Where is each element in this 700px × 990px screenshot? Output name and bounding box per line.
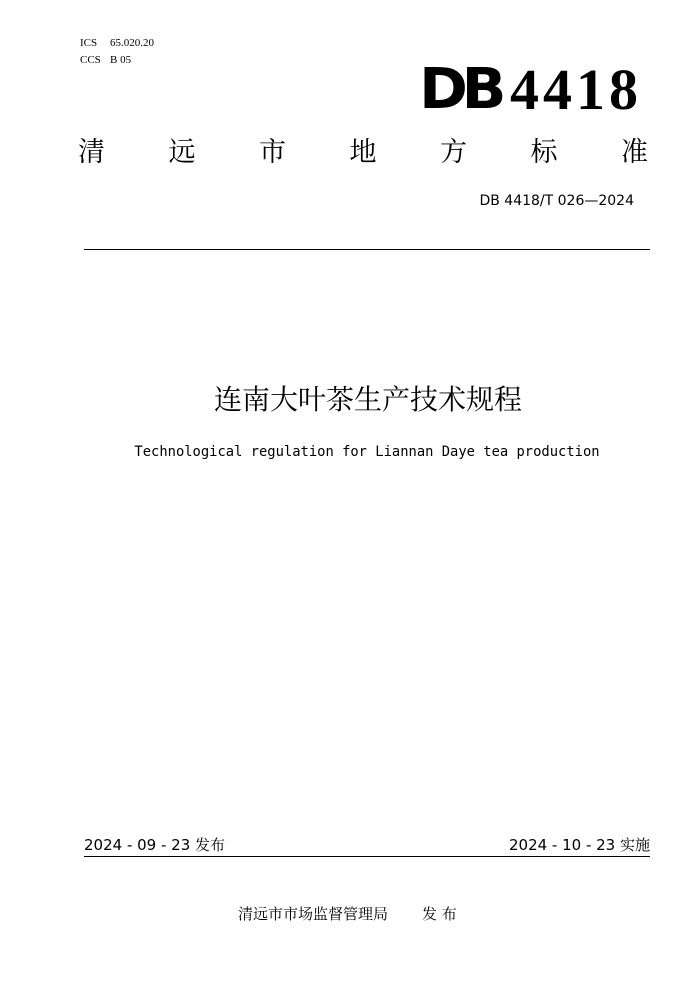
- db-standard-logo: [418, 56, 642, 122]
- db-logo-letters: DB: [418, 57, 500, 122]
- ics-code: 65.020.20: [110, 37, 154, 49]
- standard-number: DB 4418/T 026—2024: [479, 193, 634, 209]
- issuer-name: 清远市市场监督管理局: [238, 905, 389, 923]
- ics-classification: [80, 36, 154, 50]
- standard-type-char: 市: [259, 137, 286, 168]
- standard-type-char: 标: [530, 137, 558, 168]
- footer-divider: [84, 856, 650, 857]
- title-chinese: 连南大叶茶生产技术规程: [213, 383, 522, 416]
- ccs-code: B 05: [110, 54, 132, 66]
- issuer-action: 发 布: [422, 905, 457, 923]
- standard-type-char: 地: [349, 137, 377, 168]
- standard-type-char: 清: [78, 137, 105, 168]
- db-logo-number: 4418: [510, 57, 642, 122]
- implementation-date: 2024 - 10 - 23 实施: [508, 836, 650, 854]
- issue-date: 2024 - 09 - 23 发布: [84, 836, 226, 854]
- ics-label: ICS: [80, 37, 98, 49]
- title-english: Technological regulation for Liannan Daye tea production: [134, 444, 600, 460]
- ccs-label: CCS: [80, 54, 101, 66]
- issuer-line: [238, 905, 457, 923]
- ccs-classification: [80, 53, 131, 67]
- header-divider: [84, 249, 650, 250]
- standard-type-char: 远: [168, 137, 196, 168]
- standard-type-char: 准: [621, 137, 648, 168]
- standard-type-heading: [78, 136, 648, 170]
- standard-type-char: 方: [440, 137, 467, 168]
